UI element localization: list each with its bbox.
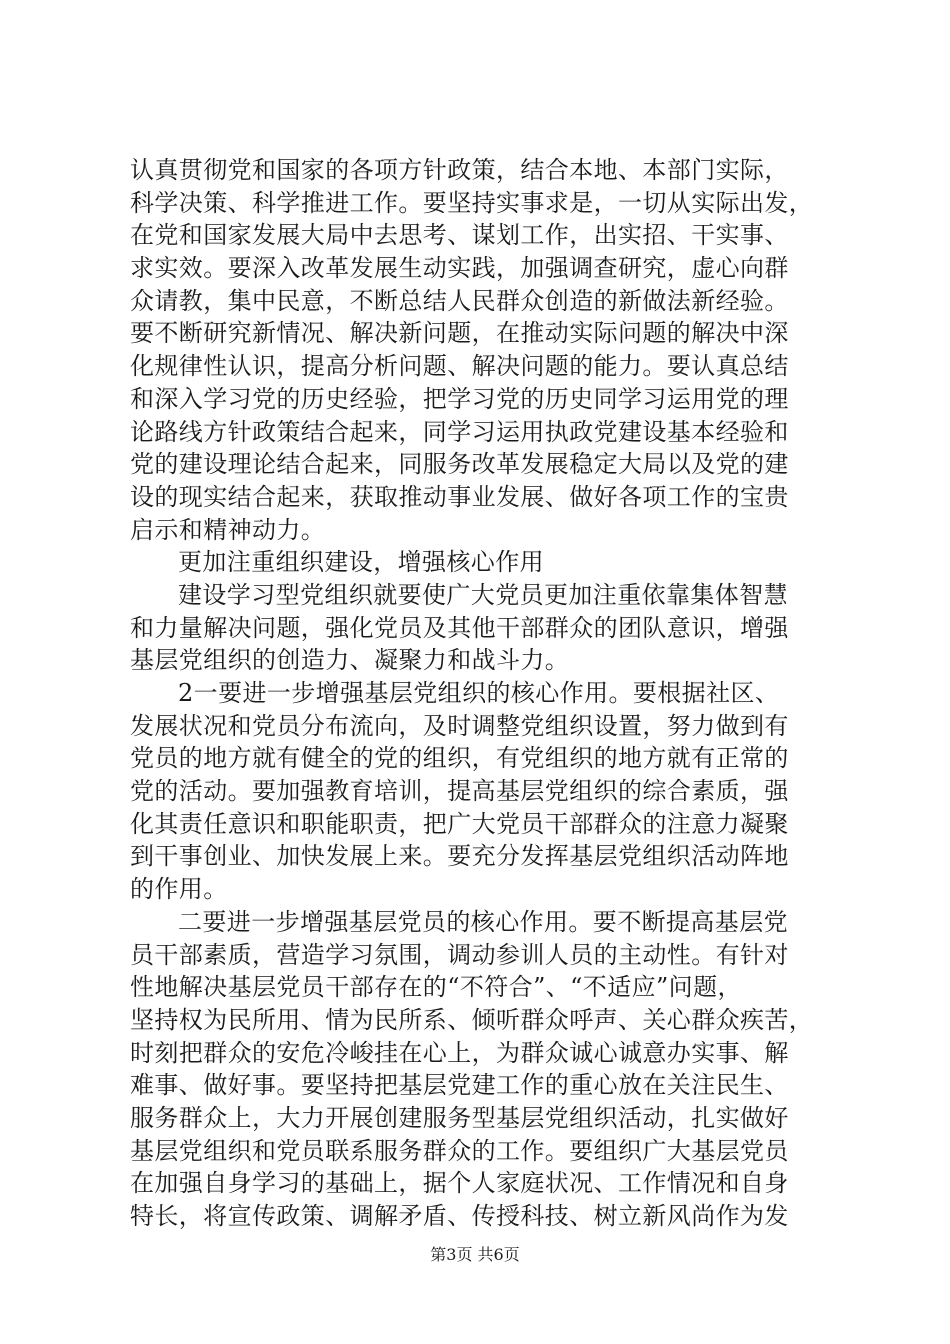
text-line: 基层党组织的创造力、凝聚力和战斗力。: [130, 646, 570, 675]
paragraph-first-line: 2一要进一步增强基层党组织的核心作用。要根据社区、: [178, 679, 780, 707]
document-body: [130, 154, 830, 1233]
text-line: 化其责任意识和职能职责，把广大党员干部群众的注意力凝聚: [130, 809, 789, 838]
text-line: 认真贯彻党和国家的各项方针政策，结合本地、本部门实际，: [130, 156, 789, 184]
text-line: 的作用。: [130, 875, 228, 904]
text-line: 坚持权为民所用、情为民所系、倾听群众呼声、关心群众疾苦，: [130, 1005, 814, 1034]
text-line: 启示和精神动力。: [130, 515, 326, 544]
text-line: 难事、做好事。要坚持把基层党建工作的重心放在关注民生、: [130, 1071, 789, 1100]
text-line: 要不断研究新情况、解决新问题，在推动实际问题的解决中深: [130, 319, 789, 348]
text-line: 时刻把群众的安危冷峻挂在心上，为群众诚心诚意办实事、解: [130, 1038, 789, 1067]
text-line: 和力量解决问题，强化党员及其他干部群众的团队意识，增强: [130, 613, 789, 642]
text-line: 化规律性认识，提高分析问题、解决问题的能力。要认真总结: [130, 352, 789, 381]
paragraph-first-line: 二要进一步增强基层党员的核心作用。要不断提高基层党: [178, 907, 788, 936]
text-line: 在党和国家发展大局中去思考、谋划工作，出实招、干实事、: [130, 221, 789, 250]
text-line: 求实效。要深入改革发展生动实践，加强调查研究，虚心向群: [130, 254, 789, 283]
text-line: 论路线方针政策结合起来，同学习运用执政党建设基本经验和: [130, 417, 789, 446]
text-line: 服务群众上，大力开展创建服务型基层党组织活动，扎实做好: [130, 1103, 789, 1132]
text-line: 党员的地方就有健全的党的组织，有党组织的地方就有正常的: [130, 744, 789, 773]
paragraph-first-line: 建设学习型党组织就要使广大党员更加注重依靠集体智慧: [178, 580, 788, 609]
text-line: 特长，将宣传政策、调解矛盾、传授科技、树立新风尚作为发: [130, 1202, 789, 1230]
text-line: 党的建设理论结合起来，同服务改革发展稳定大局以及党的建: [130, 450, 789, 479]
text-line: 和深入学习党的历史经验，把学习党的历史同学习运用党的理: [130, 384, 789, 413]
text-line: 员干部素质，营造学习氛围，调动参训人员的主动性。有针对: [130, 940, 789, 969]
text-line: 党的活动。要加强教育培训，提高基层党组织的综合素质，强: [130, 777, 789, 806]
text-line: 科学决策、科学推进工作。要坚持实事求是，一切从实际出发，: [130, 188, 814, 217]
text-line: 发展状况和党员分布流向，及时调整党组织设置，努力做到有: [130, 711, 789, 740]
text-line: 性地解决基层党员干部存在的“不符合”、“不适应”问题，: [130, 973, 742, 1002]
text-line: 众请教，集中民意，不断总结人民群众创造的新做法新经验。: [130, 286, 789, 315]
text-line: 到干事创业、加快发展上来。要充分发挥基层党组织活动阵地: [130, 842, 789, 871]
text-line: 在加强自身学习的基础上，据个人家庭状况、工作情况和自身: [130, 1169, 789, 1198]
section-heading: 更加注重组织建设，增强核心作用: [178, 548, 544, 577]
text-line: 基层党组织和党员联系服务群众的工作。要组织广大基层党员: [130, 1136, 789, 1165]
page-number-footer: 第3页 共6页: [430, 1245, 520, 1264]
text-line: 设的现实结合起来，获取推动事业发展、做好各项工作的宝贵: [130, 482, 789, 511]
